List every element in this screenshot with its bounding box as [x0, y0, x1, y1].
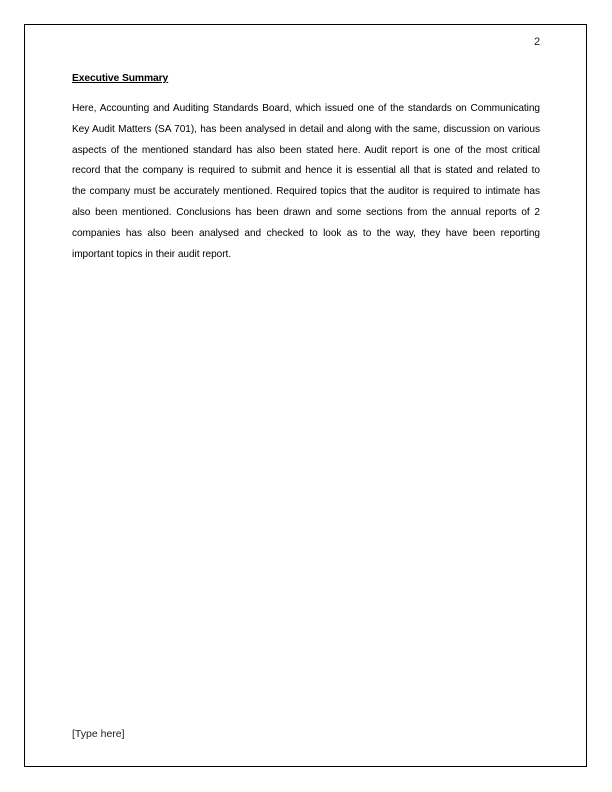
- paragraph-line: companies has also been analysed and checked to look as to the way, they have been reporting: [72, 227, 540, 239]
- paragraph-line: record that the company is required to submit and hence it is essential all that is stated and related to: [72, 165, 540, 177]
- paragraph-line: also been mentioned. Conclusions has been drawn and some sections from the annual reports of 2: [72, 206, 540, 218]
- paragraph-line: important topics in their audit report.: [72, 248, 232, 260]
- paragraph-line: Key Audit Matters (SA 701), has been analysed in detail and along with the same, discussion on various: [72, 123, 540, 135]
- paragraph-line: Here, Accounting and Auditing Standards Board, which issued one of the standards on Communicating: [72, 103, 540, 114]
- executive-summary-paragraph: [72, 99, 540, 265]
- page-number: 2: [534, 36, 541, 48]
- footer-placeholder[interactable]: [Type here]: [72, 728, 125, 740]
- section-heading: Executive Summary: [72, 73, 169, 84]
- paragraph-line: the company must be accurately mentioned. Required topics that the auditor is required to intimate has: [72, 186, 540, 198]
- paragraph-line: aspects of the mentioned standard has also been stated here. Audit report is one of the most critical: [72, 144, 540, 156]
